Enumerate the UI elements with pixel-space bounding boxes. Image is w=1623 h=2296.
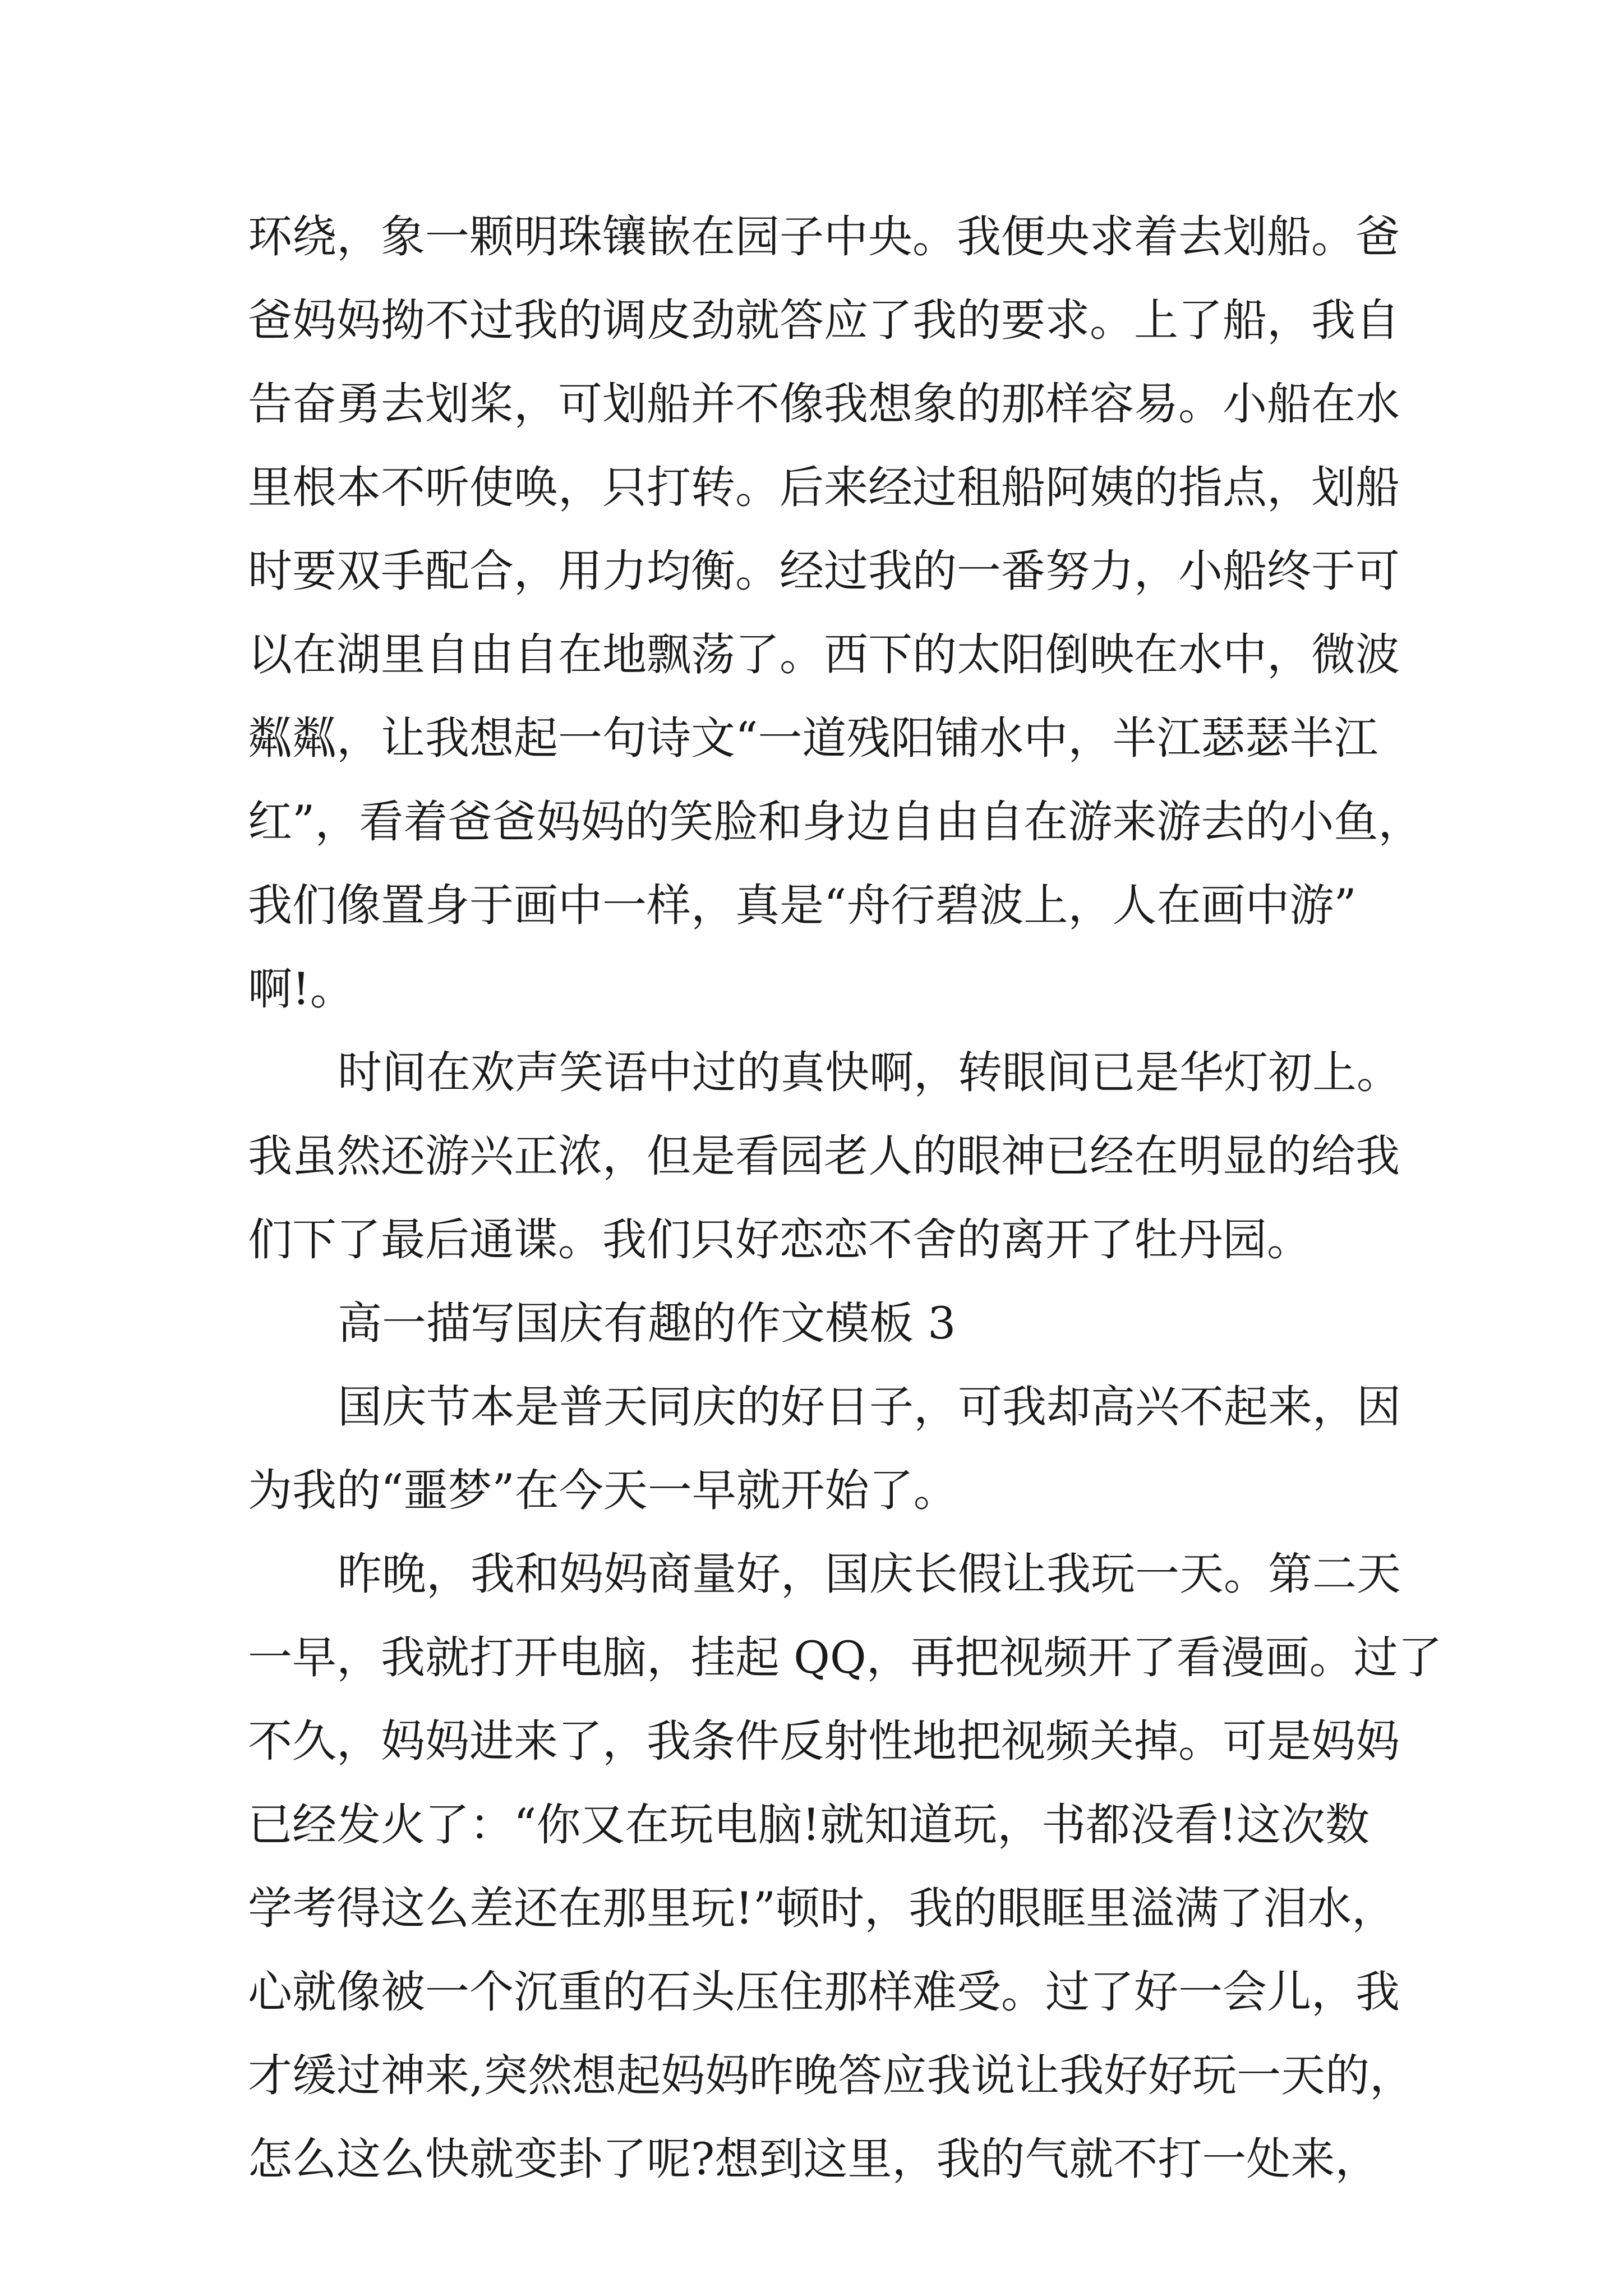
text-line: 以在湖里自由自在地飘荡了。西下的太阳倒映在水中，微波 (248, 629, 1400, 680)
paragraph-first-line: 国庆节本是普天同庆的好日子，可我却高兴不起来，因 (338, 1381, 1401, 1433)
text-line: 学考得这么差还在那里玩!”顿时，我的眼眶里溢满了泪水， (248, 1883, 1396, 1934)
text-line: 才缓过神来,突然想起妈妈昨晚答应我说让我好好玩一天的， (248, 2050, 1414, 2101)
text-line: 时要双手配合，用力均衡。经过我的一番努力，小船终于可 (248, 545, 1400, 597)
text-line: 红”，看着爸爸妈妈的笑脸和身边自由自在游来游去的小鱼， (248, 796, 1423, 848)
text-line: 爸妈妈拗不过我的调皮劲就答应了我的要求。上了船，我自 (248, 295, 1400, 346)
text-line: 粼粼，让我想起一句诗文“一道残阳铺水中，半江瑟瑟半江 (248, 712, 1378, 764)
text-line: 我虽然还游兴正浓，但是看园老人的眼神已经在明显的给我 (248, 1130, 1400, 1182)
text-line: 环绕，象一颗明珠镶嵌在园子中央。我便央求着去划船。爸 (248, 211, 1400, 263)
text-line: 里根本不听使唤，只打转。后来经过租船阿姨的指点，划船 (248, 462, 1400, 513)
text-line: 告奋勇去划桨，可划船并不像我想象的那样容易。小船在水 (248, 378, 1400, 430)
text-line: 已经发火了：“你又在玩电脑!就知道玩，书都没看!这次数 (248, 1799, 1370, 1851)
text-line: 啊!。 (248, 963, 354, 1015)
paragraph-first-line: 昨晚，我和妈妈商量好，国庆长假让我玩一天。第二天 (338, 1548, 1401, 1600)
paragraph-first-line: 时间在欢声笑语中过的真快啊，转眼间已是华灯初上。 (338, 1047, 1401, 1098)
text-line: 不久，妈妈进来了，我条件反射性地把视频关掉。可是妈妈 (248, 1715, 1400, 1767)
text-line: 心就像被一个沉重的石头压住那样难受。过了好一会儿，我 (248, 1966, 1400, 2018)
text-line: 怎么这么快就变卦了呢?想到这里，我的气就不打一处来， (248, 2133, 1380, 2185)
text-line: 我们像置身于画中一样，真是“舟行碧波上，人在画中游” (248, 880, 1357, 931)
text-line: 一早，我就打开电脑，挂起 QQ，再把视频开了看漫画。过了 (248, 1632, 1442, 1683)
document-body (248, 195, 1442, 2201)
text-line: 们下了最后通谍。我们只好恋恋不舍的离开了牡丹园。 (248, 1214, 1311, 1266)
section-heading: 高一描写国庆有趣的作文模板 3 (338, 1297, 956, 1349)
text-line: 为我的“噩梦”在今天一早就开始了。 (248, 1465, 958, 1516)
